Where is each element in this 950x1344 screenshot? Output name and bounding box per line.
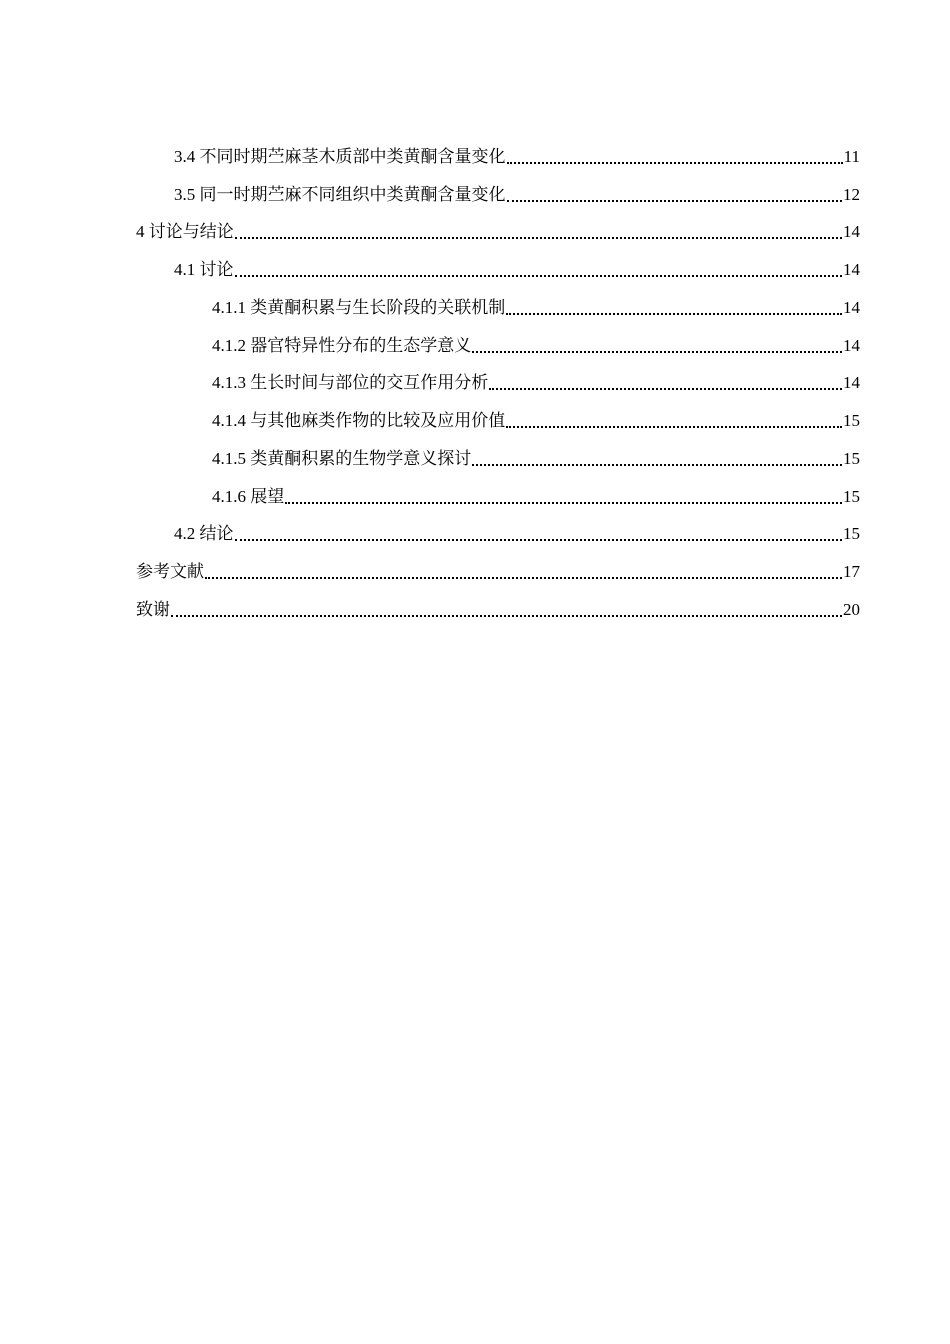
dot-leader: [489, 388, 842, 390]
toc-entry-page-number: 11: [843, 147, 860, 166]
toc-entry-label: 4.1.4 与其他麻类作物的比较及应用价值: [212, 411, 506, 430]
dot-leader: [171, 615, 842, 617]
dot-leader: [506, 426, 842, 428]
toc-entry-4-1-4[interactable]: [212, 402, 860, 432]
dot-leader: [285, 502, 842, 504]
toc-entry-page-number: 15: [843, 487, 860, 506]
toc-entry-label: 4.1.5 类黄酮积累的生物学意义探讨: [212, 449, 472, 468]
toc-entry-4[interactable]: [136, 213, 860, 243]
dot-leader: [507, 200, 843, 202]
toc-entry-page-number: 20: [843, 600, 860, 619]
toc-entry-label: 4.1.2 器官特异性分布的生态学意义: [212, 336, 472, 355]
dot-leader: [235, 237, 842, 239]
toc-entry-label: 4.1.1 类黄酮积累与生长阶段的关联机制: [212, 298, 506, 317]
dot-leader: [472, 351, 842, 353]
dot-leader: [472, 464, 842, 466]
toc-entry-4-1-6[interactable]: [212, 478, 860, 508]
dot-leader: [205, 577, 842, 579]
toc-entry-4-1[interactable]: [174, 251, 860, 281]
dot-leader: [507, 162, 843, 164]
dot-leader: [506, 313, 842, 315]
toc-entry-page-number: 14: [843, 298, 860, 317]
toc-entry-label: 4.1 讨论: [174, 260, 234, 279]
toc-entry-label: 4 讨论与结论: [136, 222, 234, 241]
toc-entry-3-4[interactable]: [174, 138, 860, 168]
toc-entry-4-1-2[interactable]: [212, 327, 860, 357]
toc-entry-4-2[interactable]: [174, 515, 860, 545]
toc-entry-page-number: 14: [843, 373, 860, 392]
dot-leader: [235, 275, 843, 277]
toc-entry-page-number: 15: [843, 524, 860, 543]
toc-entry-page-number: 12: [843, 185, 860, 204]
toc-entry-page-number: 15: [843, 411, 860, 430]
toc-entry-page-number: 15: [843, 449, 860, 468]
toc-entry-label: 致谢: [136, 600, 170, 619]
toc-entry-4-1-3[interactable]: [212, 364, 860, 394]
toc-entry-page-number: 14: [843, 260, 860, 279]
dot-leader: [235, 539, 843, 541]
toc-entry-label: 3.5 同一时期苎麻不同组织中类黄酮含量变化: [174, 185, 506, 204]
toc-entry-label: 4.1.3 生长时间与部位的交互作用分析: [212, 373, 489, 392]
toc-entry-4-1-1[interactable]: [212, 289, 860, 319]
toc-entry-acknowledgements[interactable]: [136, 591, 860, 621]
toc-entry-references[interactable]: [136, 553, 860, 583]
toc-entry-page-number: 17: [843, 562, 860, 581]
toc-entry-label: 4.1.6 展望: [212, 487, 285, 506]
toc-entry-4-1-5[interactable]: [212, 440, 860, 470]
toc-entry-label: 4.2 结论: [174, 524, 234, 543]
toc-entry-label: 3.4 不同时期苎麻茎木质部中类黄酮含量变化: [174, 147, 506, 166]
toc-entry-page-number: 14: [843, 336, 860, 355]
toc-entry-label: 参考文献: [136, 562, 204, 581]
toc-entry-page-number: 14: [843, 222, 860, 241]
toc-entry-3-5[interactable]: [174, 176, 860, 206]
